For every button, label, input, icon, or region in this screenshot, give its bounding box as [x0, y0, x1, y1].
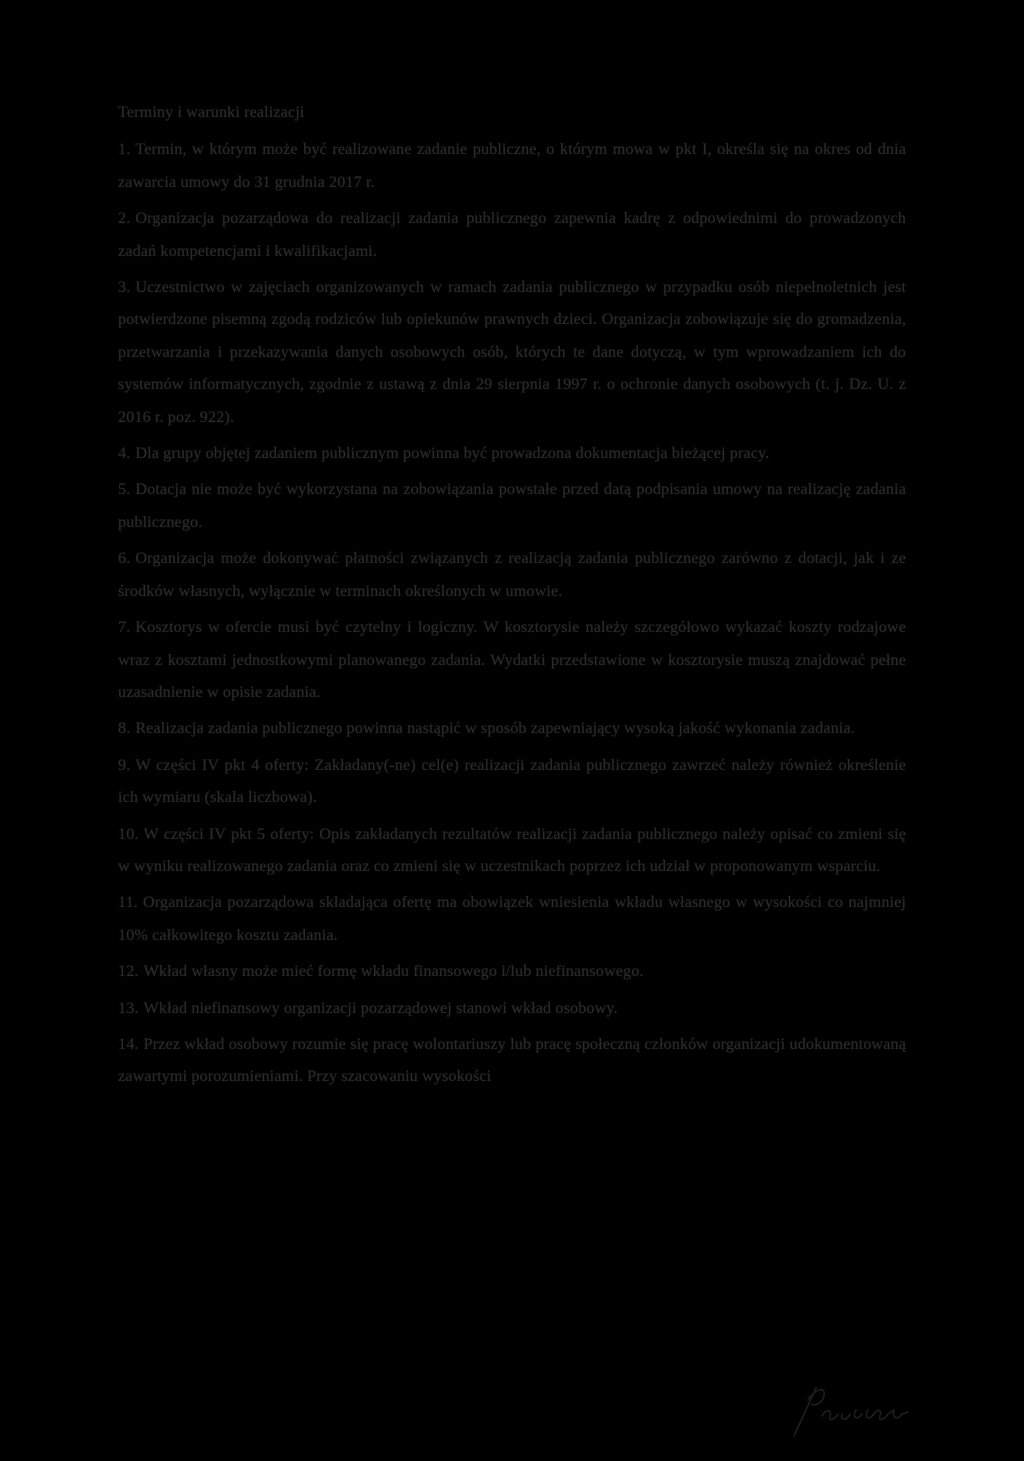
paragraph-number: 6.: [118, 549, 131, 568]
paragraph-number: 2.: [118, 209, 131, 228]
paragraph-text: Realizacja zadania publicznego powinna nastąpić w sposób zapewniający wysoką jakość wykonania zadania.: [135, 719, 855, 738]
paragraph-number: 12.: [118, 962, 139, 981]
numbered-paragraph: [118, 271, 906, 433]
paragraph-text: Wkład własny może mieć formę wkładu finansowego i/lub niefinansowego.: [143, 962, 644, 981]
paragraph-text: Uczestnictwo w zajęciach organizowanych w ramach zadania publicznego w przypadku osób niepełnoletnich jest potwierdzone pisemną zgodą rodziców lub opiekunów prawnych dzieci. Organizacja zobowiązuje się do gromadzenia, przetwarzania i przekazywania danych osobowych osób, których te dane dotyczą, w tym wprowadzaniem ich do systemów informatycznych, zgodnie z ustawą z dnia 29 sierpnia 1997 r. o ochronie danych osobowych (t. j. Dz. U. z 2016 r. poz. 922).: [118, 278, 906, 426]
paragraph-number: 13.: [118, 998, 139, 1017]
paragraph-number: 4.: [118, 444, 131, 463]
paragraph-text: Przez wkład osobowy rozumie się pracę wolontariuszy lub pracę społeczną członków organizacji udokumentowaną zawartymi porozumieniami. Przy szacowaniu wysokości: [118, 1034, 906, 1086]
numbered-paragraph: [118, 749, 906, 814]
paragraph-text: Organizacja może dokonywać płatności związanych z realizacją zadania publicznego zarówno z dotacji, jak i ze środków własnych, wyłącznie w terminach określonych w umowie.: [118, 549, 906, 600]
paragraph-text: Organizacja pozarządowa składająca ofertę ma obowiązek wniesienia wkładu własnego w wysokości co najmniej 10% całkowitego kosztu zadania.: [118, 893, 906, 944]
numbered-paragraph: [118, 611, 906, 708]
numbered-paragraph: [118, 202, 906, 267]
paragraph-number: 1.: [118, 140, 131, 159]
paragraph-number: 14.: [118, 1034, 139, 1053]
numbered-paragraph: [118, 542, 906, 607]
paragraph-text: Wkład niefinansowy organizacji pozarządowej stanowi wkład osobowy.: [143, 998, 618, 1017]
paragraph-text: Dla grupy objętej zadaniem publicznym powinna być prowadzona dokumentacja bieżącej pracy.: [135, 444, 770, 463]
paragraph-text: W części IV pkt 4 oferty: Zakładany(-ne) cel(e) realizacji zadania publicznego zawrzeć należy również określenie ich wymiaru (skala liczbowa).: [118, 755, 906, 807]
paragraph-number: 7.: [118, 618, 131, 637]
paragraph-text: Dotacja nie może być wykorzystana na zobowiązania powstałe przed datą podpisania umowy na realizację zadania publicznego.: [118, 480, 906, 531]
paragraph-number: 5.: [118, 480, 131, 499]
numbered-paragraph: [118, 886, 906, 951]
paragraph-number: 10.: [118, 824, 139, 843]
paragraph-text: W części IV pkt 5 oferty: Opis zakładanych rezultatów realizacji zadania publicznego należy opisać co zmieni się w wyniku realizowanego zadania oraz co zmieni się w uczestnikach poprzez ich udział w proponowanym wsparciu.: [118, 824, 906, 875]
numbered-paragraph: [118, 1028, 906, 1093]
signature: [786, 1380, 936, 1440]
document-body: [118, 96, 906, 1097]
paragraph-text: Organizacja pozarządowa do realizacji zadania publicznego zapewnia kadrę z odpowiednimi do prowadzonych zadań kompetencjami i kwalifikacjami.: [118, 209, 906, 260]
paragraph-text: Kosztorys w ofercie musi być czytelny i logiczny. W kosztorysie należy szczegółowo wykazać koszty rodzajowe wraz z kosztami jednostkowymi planowanego zadania. Wydatki przedstawione w kosztorysie muszą znajdować pełne uzasadnienie w opisie zadania.: [118, 618, 906, 701]
numbered-paragraph: [118, 712, 906, 744]
paragraph-list: [118, 133, 906, 1092]
paragraph-number: 11.: [118, 893, 138, 912]
paragraph-text: Termin, w którym może być realizowane zadanie publiczne, o którym mowa w pkt I, określa się na okres od dnia zawarcia umowy do 31 grudnia 2017 r.: [118, 140, 906, 191]
numbered-paragraph: [118, 992, 906, 1024]
numbered-paragraph: [118, 955, 906, 987]
section-title: Terminy i warunki realizacji: [118, 103, 305, 121]
numbered-paragraph: [118, 473, 906, 538]
paragraph-number: 3.: [118, 278, 131, 297]
numbered-paragraph: [118, 437, 906, 469]
numbered-paragraph: [118, 818, 906, 883]
paragraph-number: 9.: [118, 755, 131, 774]
paragraph-number: 8.: [118, 719, 131, 738]
numbered-paragraph: [118, 133, 906, 198]
